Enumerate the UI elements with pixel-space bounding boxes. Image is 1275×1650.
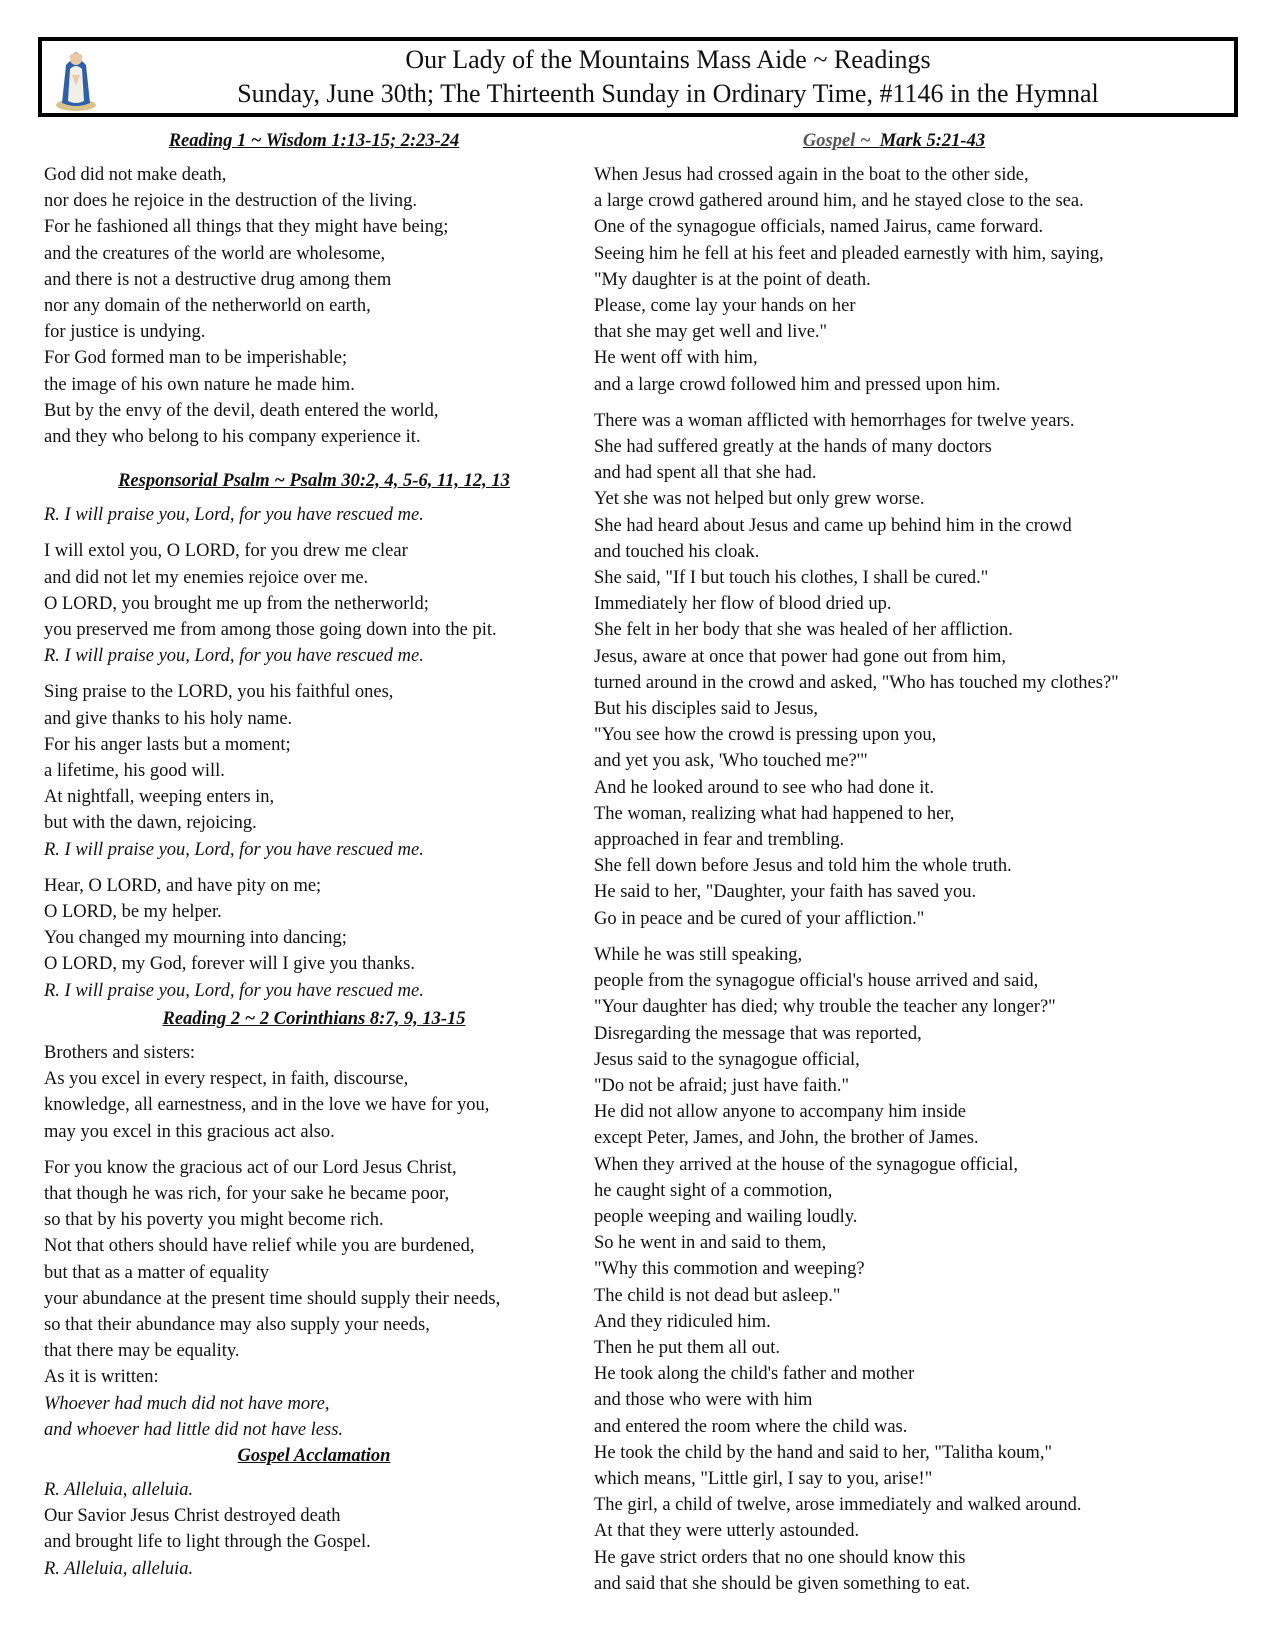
text-line: Our Savior Jesus Christ destroyed death [44,1506,341,1527]
text-line: But his disciples said to Jesus, [594,699,819,720]
reading1-text [44,162,584,450]
text-line: which means, "Little girl, I say to you, arise!" [594,1468,933,1489]
text-line: Please, come lay your hands on her [594,296,856,317]
text-line: and they who belong to his company experience it. [44,427,421,448]
text-line: but with the dawn, rejoicing. [44,813,257,834]
psalm-response: R. I will praise you, Lord, for you have rescued me. [44,505,424,526]
text-line: While he was still speaking, [594,944,803,965]
text-line: "You see how the crowd is pressing upon you, [594,725,937,746]
text-line: O LORD, my God, forever will I give you thanks. [44,954,415,975]
text-line: and give thanks to his holy name. [44,708,293,729]
text-line: so that by his poverty you might become rich. [44,1210,384,1231]
text-line: Not that others should have relief while you are burdened, [44,1236,475,1257]
psalm-response: R. I will praise you, Lord, for you have rescued me. [44,839,424,860]
text-line: and said that she should be given something to eat. [594,1573,971,1594]
text-line: and yet you ask, 'Who touched me?'" [594,751,868,772]
text-line: For you know the gracious act of our Lord Jesus Christ, [44,1157,457,1178]
text-line: He took along the child's father and mother [594,1364,915,1385]
page-title: Our Lady of the Mountains Mass Aide ~ Readings [405,45,931,74]
text-line: As you excel in every respect, in faith, discourse, [44,1069,409,1090]
text-line: and touched his cloak. [594,541,760,562]
text-line: and there is not a destructive drug among them [44,269,392,290]
text-line: a lifetime, his good will. [44,761,225,782]
text-line: you preserved me from among those going down into the pit. [44,620,497,641]
text-line: One of the synagogue officials, named Jairus, came forward. [594,217,1044,238]
text-line: And they ridiculed him. [594,1311,771,1332]
text-line: and the creatures of the world are wholesome, [44,243,386,264]
gospel-para-3 [594,942,1234,1597]
text-line: turned around in the crowd and asked, "Who has touched my clothes?" [594,672,1119,693]
text-line: that she may get well and live." [594,322,828,343]
madonna-image-icon [48,45,104,113]
text-line: She had suffered greatly at the hands of many doctors [594,437,992,458]
text-line: may you excel in this gracious act also. [44,1121,335,1142]
text-line: The woman, realizing what had happened to her, [594,803,955,824]
text-line: For he fashioned all things that they might have being; [44,217,449,238]
text-line: He went off with him, [594,348,758,369]
text-line: She said, "If I but touch his clothes, I shall be cured." [594,568,989,589]
text-line: Whoever had much did not have more, [44,1393,330,1414]
text-line: Disregarding the message that was reported, [594,1023,922,1044]
page-subtitle: Sunday, June 30th; The Thirteenth Sunday in Ordinary Time, #1146 in the Hymnal [237,79,1099,108]
text-line: the image of his own nature he made him. [44,374,355,395]
text-line: Jesus said to the synagogue official, [594,1049,860,1070]
gospel-para-2 [594,408,1234,932]
psalm-response: R. I will praise you, Lord, for you have rescued me. [44,646,424,667]
text-line: that there may be equality. [44,1341,240,1362]
acclamation-heading: Gospel Acclamation [237,1445,391,1466]
text-line: When Jesus had crossed again in the boat to the other side, [594,165,1029,185]
acclamation-response: R. Alleluia, alleluia. [44,1479,194,1500]
text-line: knowledge, all earnestness, and in the love we have for you, [44,1095,490,1116]
text-line: that though he was rich, for your sake he became poor, [44,1183,450,1204]
text-line: approached in fear and trembling. [594,830,845,851]
text-line: As it is written: [44,1367,159,1388]
reading2-heading: Reading 2 ~ 2 Corinthians 8:7, 9, 13-15 [162,1008,466,1029]
text-line: O LORD, you brought me up from the netherworld; [44,593,429,614]
text-line: Immediately her flow of blood dried up. [594,594,892,615]
text-line: and did not let my enemies rejoice over me. [44,567,369,588]
text-line: nor any domain of the netherworld on earth, [44,296,371,317]
text-line: And he looked around to see who had done it. [594,777,935,798]
left-column [44,128,584,1582]
text-line: There was a woman afflicted with hemorrhages for twelve years. [594,410,1075,431]
text-line: for justice is undying. [44,322,206,343]
text-line: he caught sight of a commotion, [594,1180,833,1201]
text-line: "Do not be afraid; just have faith." [594,1075,850,1096]
text-line: I will extol you, O LORD, for you drew me clear [44,541,408,562]
text-line: She felt in her body that she was healed of her affliction. [594,620,1013,641]
text-line: "Why this commotion and weeping? [594,1259,865,1280]
gospel-heading-ref: Mark 5:21-43 [870,131,986,151]
text-line: people from the synagogue official's house arrived and said, [594,971,1039,992]
text-line: Jesus, aware at once that power had gone out from him, [594,646,1007,667]
text-line: But by the envy of the devil, death entered the world, [44,400,439,421]
psalm-stanza-3 [44,873,584,1004]
psalm-stanza-2 [44,679,584,862]
text-line: and whoever had little did not have less. [44,1419,344,1440]
text-line: except Peter, James, and John, the brother of James. [594,1128,979,1149]
text-line: Go in peace and be cured of your affliction." [594,908,925,929]
text-line: and had spent all that she had. [594,463,817,484]
text-line: So he went in and said to them, [594,1233,827,1254]
header-box [38,37,1238,117]
psalm-response: R. I will praise you, Lord, for you have rescued me. [44,980,424,1001]
acclamation-text [44,1477,584,1582]
text-line: Seeing him he fell at his feet and pleaded earnestly with him, saying, [594,243,1104,264]
text-line: a large crowd gathered around him, and he stayed close to the sea. [594,191,1084,212]
text-line: and entered the room where the child was. [594,1416,908,1437]
reading2-para-1 [44,1040,584,1145]
text-line: You changed my mourning into dancing; [44,928,347,949]
text-line: Then he put them all out. [594,1337,780,1358]
right-column [594,128,1234,1597]
text-line: and brought life to light through the Gospel. [44,1532,371,1553]
text-line: your abundance at the present time should supply their needs, [44,1288,501,1309]
text-line: O LORD, be my helper. [44,902,222,923]
text-line: When they arrived at the house of the synagogue official, [594,1154,1018,1175]
acclamation-response: R. Alleluia, alleluia. [44,1558,194,1579]
text-line: He took the child by the hand and said to her, "Talitha koum," [594,1442,1052,1463]
text-line: "Your daughter has died; why trouble the teacher any longer?" [594,997,1056,1018]
gospel-heading [594,128,1194,154]
text-line: people weeping and wailing loudly. [594,1206,858,1227]
text-line: The girl, a child of twelve, arose immediately and walked around. [594,1495,1082,1516]
text-line: For his anger lasts but a moment; [44,734,291,755]
text-line: and those who were with him [594,1390,813,1411]
text-line: She had heard about Jesus and came up behind him in the crowd [594,515,1072,536]
psalm-heading: Responsorial Psalm ~ Psalm 30:2, 4, 5-6, 11, 12, 13 [118,471,510,492]
text-line: Brothers and sisters: [44,1042,196,1063]
gospel-para-1 [594,162,1234,398]
text-line: He gave strict orders that no one should know this [594,1547,966,1568]
text-line: Yet she was not helped but only grew worse. [594,489,925,510]
text-line: At nightfall, weeping enters in, [44,787,275,808]
text-line: God did not make death, [44,165,227,185]
text-line: For God formed man to be imperishable; [44,348,348,369]
reading2-para-2 [44,1155,584,1443]
text-line: Sing praise to the LORD, you his faithful ones, [44,682,394,703]
text-line: so that their abundance may also supply your needs, [44,1314,430,1335]
text-line: He did not allow anyone to accompany him inside [594,1102,966,1123]
text-line: He said to her, "Daughter, your faith has saved you. [594,882,977,903]
reading1-heading: Reading 1 ~ Wisdom 1:13-15; 2:23-24 [168,131,460,151]
text-line: "My daughter is at the point of death. [594,269,871,290]
text-line: but that as a matter of equality [44,1262,270,1283]
psalm-stanza-1 [44,538,584,669]
text-line: nor does he rejoice in the destruction of the living. [44,191,417,212]
text-line: The child is not dead but asleep." [594,1285,841,1306]
text-line: At that they were utterly astounded. [594,1521,860,1542]
text-line: and a large crowd followed him and pressed upon him. [594,374,1001,395]
text-line: Hear, O LORD, and have pity on me; [44,875,322,896]
gospel-heading-label: Gospel ~ [802,131,871,151]
text-line: She fell down before Jesus and told him the whole truth. [594,856,1012,877]
